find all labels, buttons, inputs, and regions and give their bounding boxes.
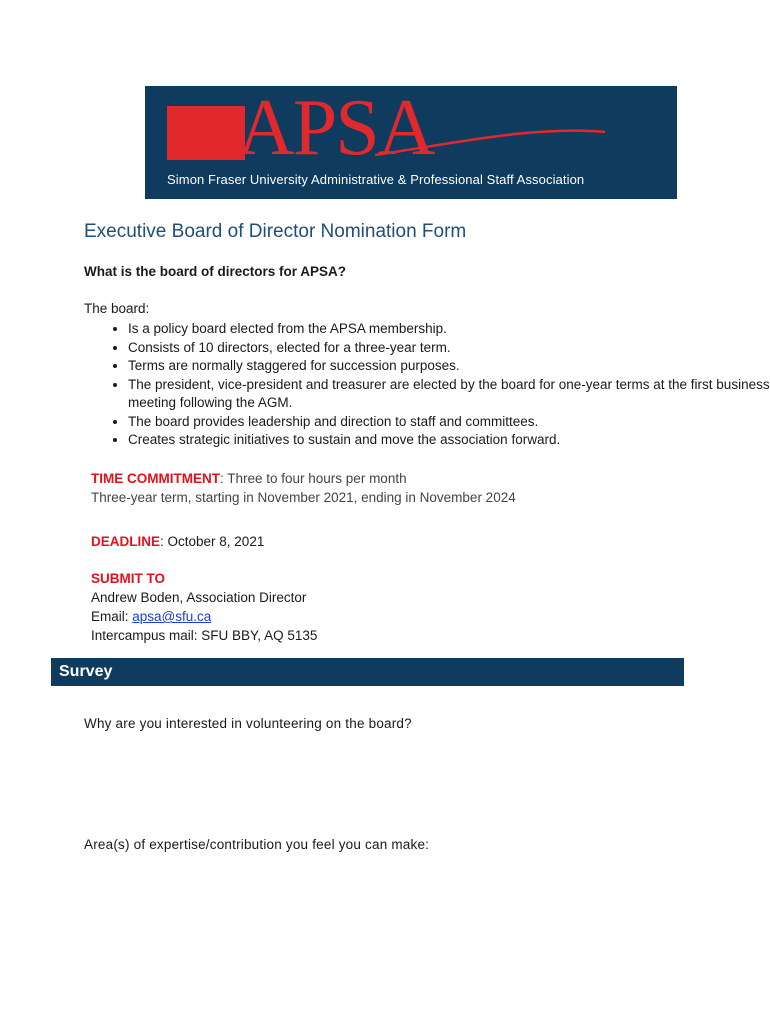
time-commitment-value: : Three to four hours per month (219, 471, 407, 486)
intercampus-mail: Intercampus mail: SFU BBY, AQ 5135 (91, 628, 318, 643)
survey-question-expertise: Area(s) of expertise/contribution you feel you can make: (84, 837, 430, 852)
list-item: • The president, vice-president and treasurer are elected by the board for one-year terms at the first business meeting following the AGM. (128, 376, 770, 413)
time-commitment-label: TIME COMMITMENT (91, 471, 220, 486)
list-item: • The board provides leadership and direction to staff and committees. (128, 413, 770, 432)
contact-name: Andrew Boden, Association Director (91, 590, 307, 605)
email-label: Email: (91, 609, 133, 624)
logo-swoosh-icon (365, 110, 615, 170)
deadline-section (91, 532, 264, 551)
survey-section-header: Survey (51, 658, 684, 686)
list-item: • Terms are normally staggered for succession purposes. (128, 357, 770, 376)
apsa-logo-wordmark: APSA (237, 84, 434, 172)
list-item: • Consists of 10 directors, elected for a three-year term. (128, 339, 770, 358)
board-points-list (84, 320, 770, 450)
organization-name: Simon Fraser University Administrative & Professional Staff Association (167, 172, 585, 187)
apsa-header-banner (145, 86, 677, 199)
submit-section (91, 569, 317, 645)
board-question-heading: What is the board of directors for APSA? (84, 264, 347, 279)
email-link[interactable]: apsa@sfu.ca (132, 609, 212, 624)
deadline-label: DEADLINE (91, 534, 161, 549)
survey-question-interest: Why are you interested in volunteering on the board? (84, 716, 412, 731)
time-commitment-section (91, 469, 516, 507)
logo-red-block (167, 106, 245, 160)
term-text: Three-year term, starting in November 2021, ending in November 2024 (91, 490, 516, 505)
submit-label: SUBMIT TO (91, 571, 165, 586)
deadline-value: : October 8, 2021 (160, 534, 265, 549)
board-intro: The board: (84, 301, 150, 316)
list-item: • Is a policy board elected from the APSA membership. (128, 320, 770, 339)
page-title: Executive Board of Director Nomination Form (84, 221, 467, 242)
list-item: • Creates strategic initiatives to sustain and move the association forward. (128, 431, 770, 450)
